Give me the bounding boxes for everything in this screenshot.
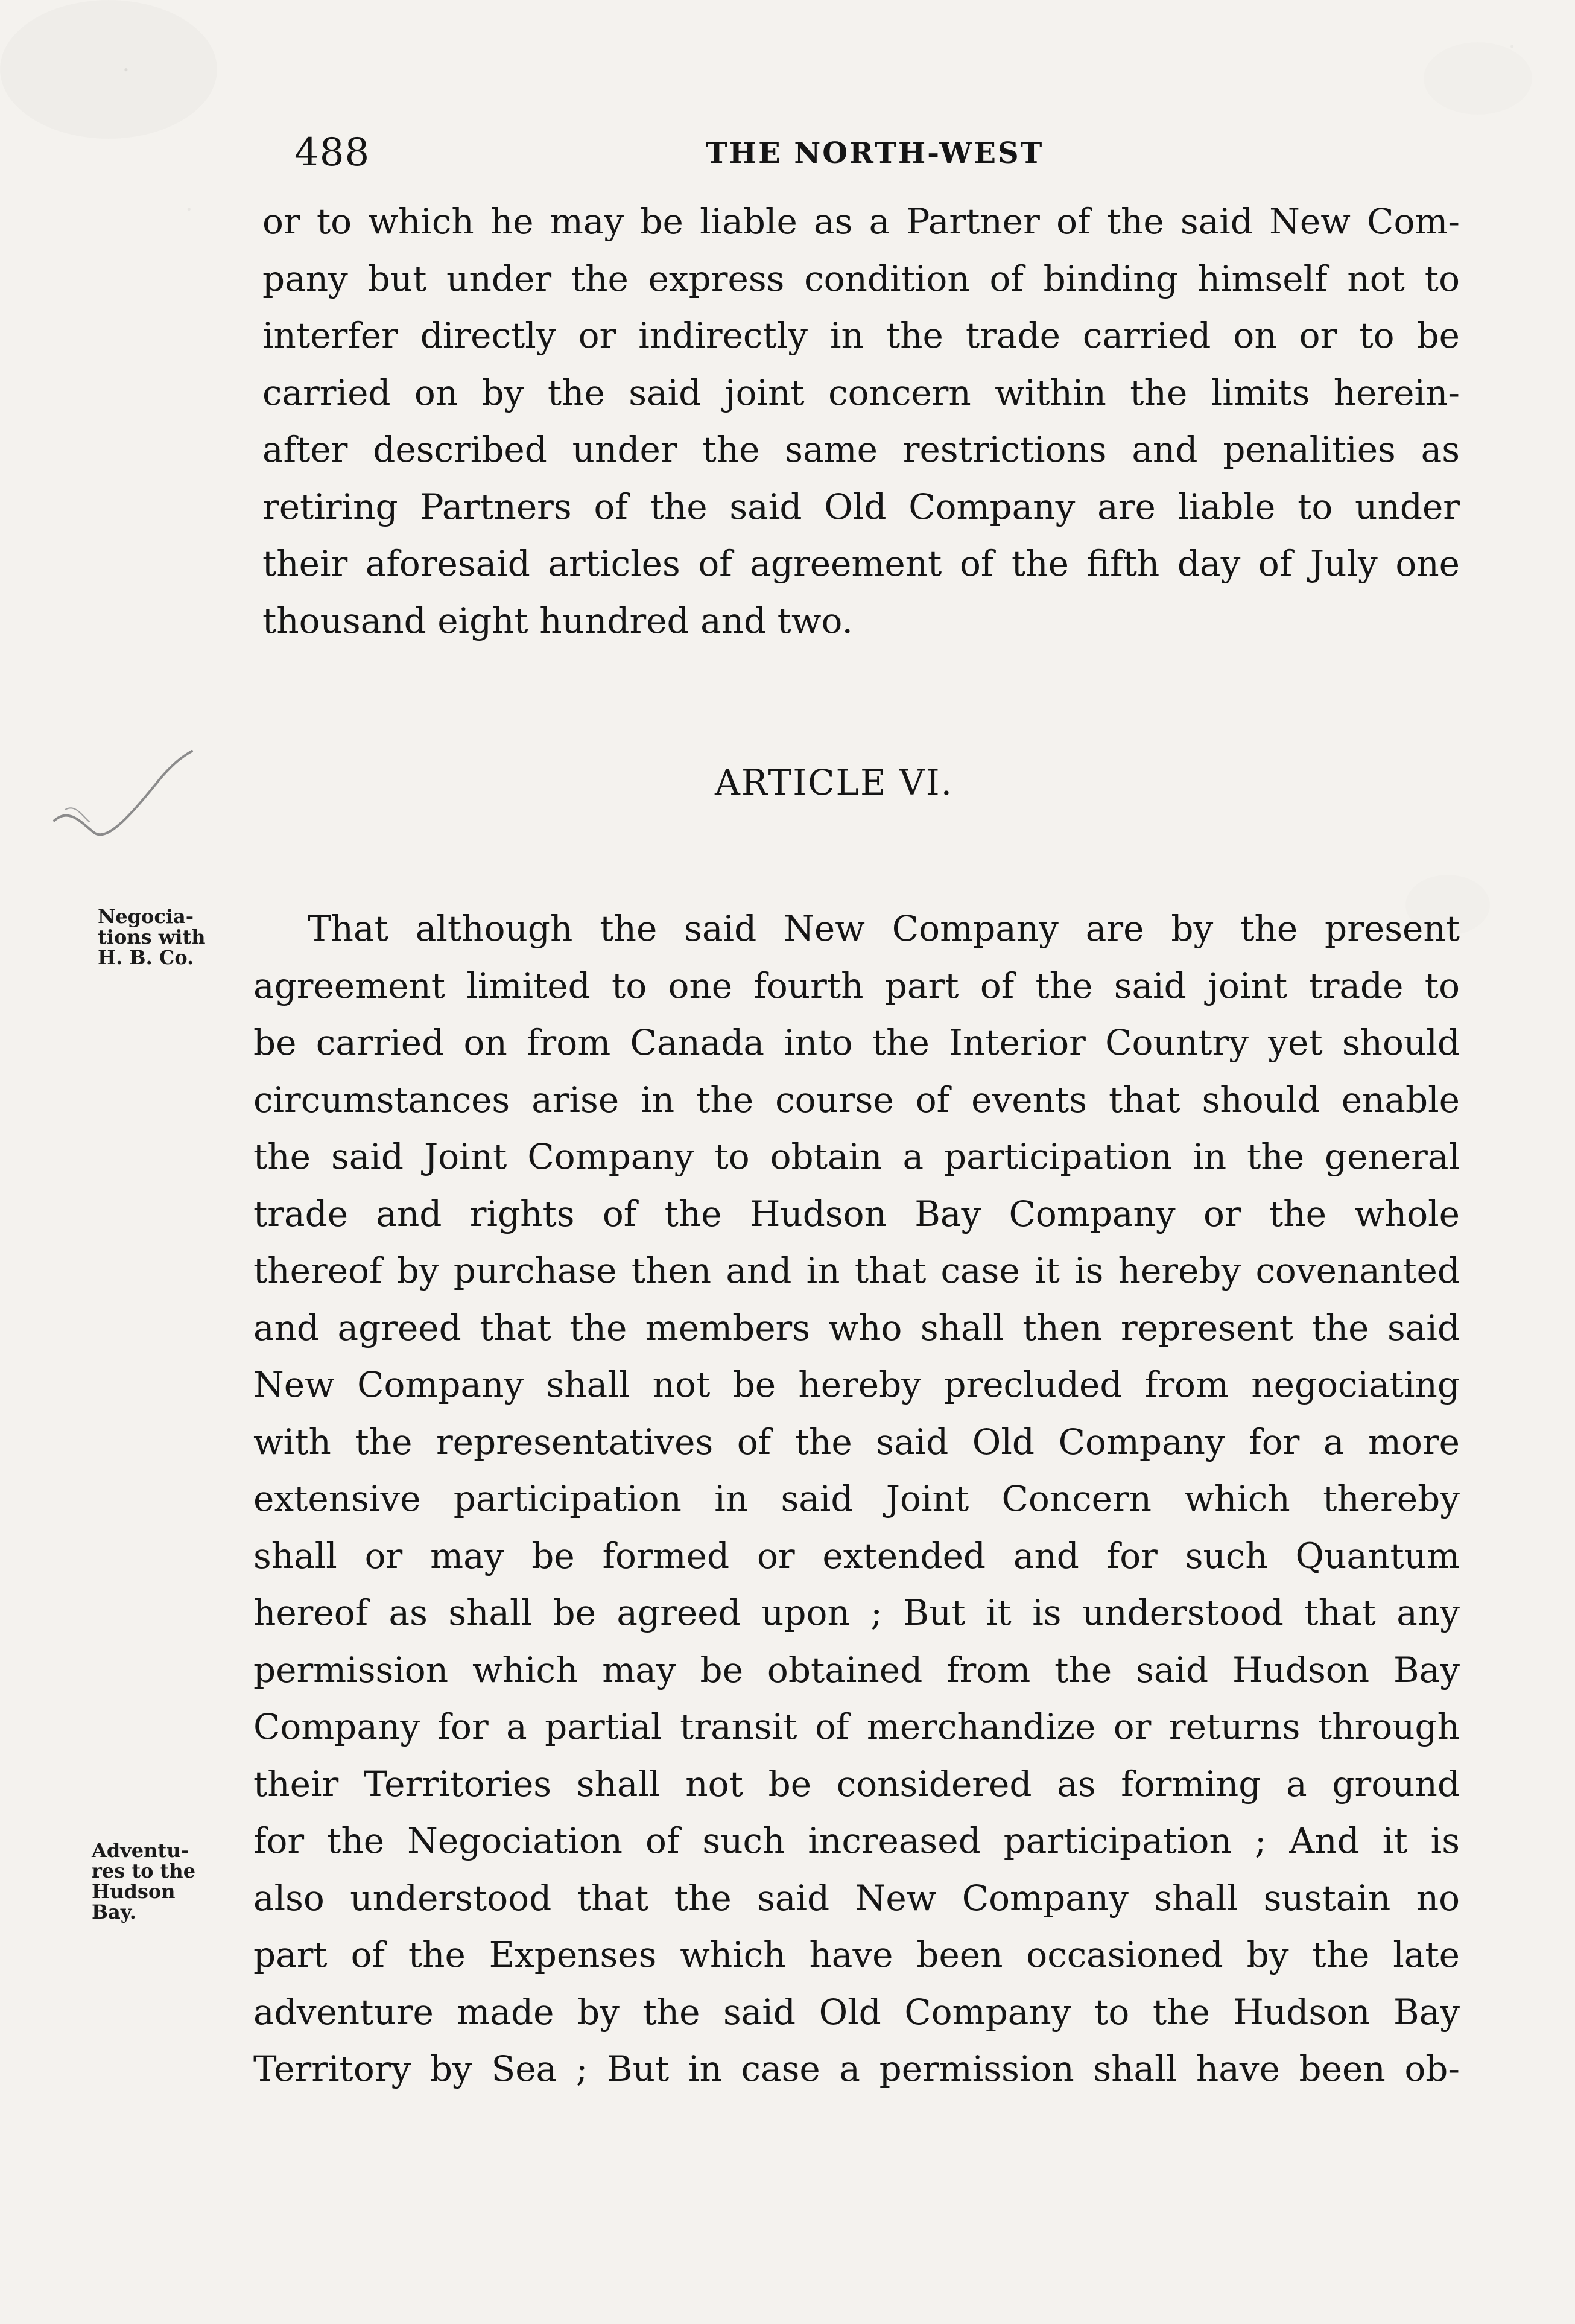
page-number: 488 [294, 130, 370, 175]
margin-note-line: Bay. [92, 1900, 136, 1923]
running-head: THE NORTH-WEST [706, 136, 1044, 170]
text-line: adventure made by the said Old Company to the Hudson Bay [253, 1991, 1460, 2033]
text-line: That although the said New Company are by the present [308, 908, 1460, 949]
margin-note-line: Hudson [92, 1880, 176, 1903]
text-line: circumstances arise in the course of events that should enable [253, 1079, 1460, 1120]
text-line: be carried on from Canada into the Interior Country yet should [253, 1022, 1460, 1063]
text-line: hereof as shall be agreed upon ; But it is understood that any [253, 1592, 1460, 1633]
margin-note-negociations [98, 906, 255, 968]
text-line: for the Negociation of such increased participation ; And it is [253, 1820, 1460, 1861]
page-smudge [0, 0, 217, 139]
text-line: also understood that the said New Company shall sustain no [253, 1877, 1460, 1919]
margin-note-line: Adventu- [92, 1839, 189, 1862]
text-line: thereof by purchase then and in that case it is hereby covenanted [253, 1250, 1460, 1291]
text-line: Company for a partial transit of merchandize or returns through [253, 1706, 1460, 1747]
text-line: New Company shall not be hereby precluded from negociating [253, 1364, 1460, 1405]
margin-note-line: Negocia- [98, 905, 194, 928]
text-line: shall or may be formed or extended and for such Quantum [253, 1535, 1460, 1576]
text-line: after described under the same restrictions and penalities as [262, 429, 1460, 470]
page-smudge [1424, 42, 1532, 115]
text-line: part of the Expenses which have been occasioned by the late [253, 1934, 1460, 1975]
text-line: the said Joint Company to obtain a participation in the general [253, 1136, 1460, 1177]
text-line: thousand eight hundred and two. [262, 600, 853, 641]
article-heading: ARTICLE VI. [715, 762, 954, 803]
text-line: agreement limited to one fourth part of the said joint trade to [253, 965, 1460, 1006]
text-line: interfer directly or indirectly in the trade carried on or to be [262, 315, 1460, 356]
margin-note-line: tions with [98, 925, 206, 948]
text-line: and agreed that the members who shall then represent the said [253, 1307, 1460, 1348]
text-line: their Territories shall not be considered as forming a ground [253, 1763, 1460, 1805]
continued-paragraph [262, 193, 1460, 649]
page-header [284, 132, 1442, 174]
text-line: permission which may be obtained from the said Hudson Bay [253, 1649, 1460, 1691]
text-line: pany but under the express condition of binding himself not to [262, 258, 1460, 299]
text-line: their aforesaid articles of agreement of the fifth day of July one [262, 543, 1460, 584]
margin-note-line: res to the [92, 1859, 196, 1882]
text-line: extensive participation in said Joint Concern which thereby [253, 1478, 1460, 1519]
text-line: trade and rights of the Hudson Bay Company or the whole [253, 1193, 1460, 1234]
text-line: Territory by Sea ; But in case a permission shall have been ob- [253, 2048, 1460, 2089]
margin-pencil-mark [48, 748, 205, 851]
text-line: with the representatives of the said Old Company for a more [253, 1421, 1460, 1462]
margin-note-line: H. B. Co. [98, 946, 194, 969]
text-line: retiring Partners of the said Old Company are liable to under [262, 486, 1460, 527]
text-line: or to which he may be liable as a Partner of the said New Com- [262, 201, 1460, 242]
text-line: carried on by the said joint concern within the limits herein- [262, 372, 1460, 413]
article-paragraph [253, 900, 1460, 2098]
margin-note-adventures [92, 1840, 249, 1922]
